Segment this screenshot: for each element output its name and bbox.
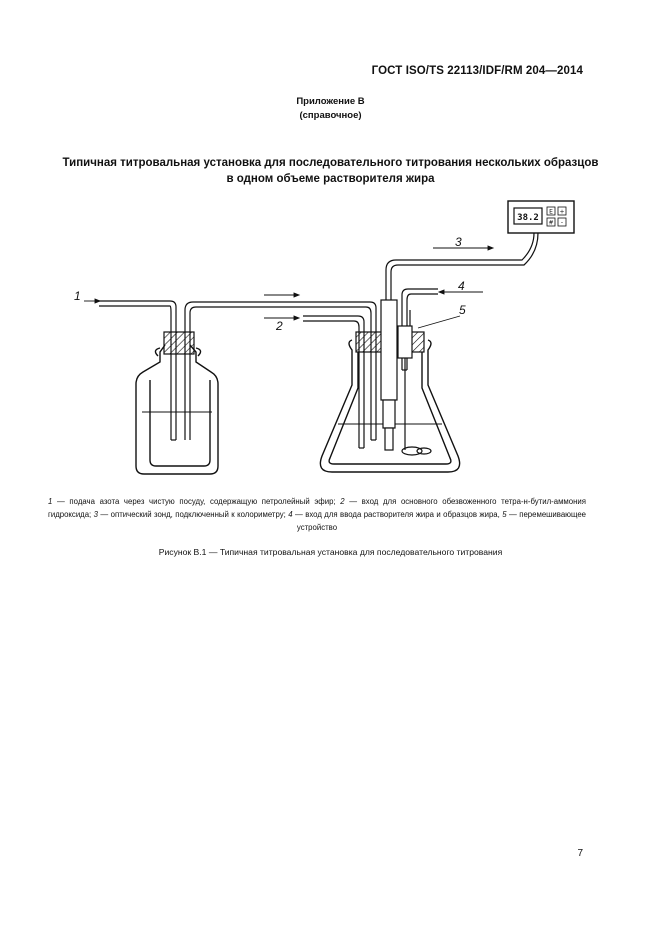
legend-num-4: 4 [288, 510, 293, 519]
figure-title-line2: в одном объеме растворителя жира [226, 173, 435, 185]
label-2: 2 [276, 319, 283, 333]
figure-title-line1: Типичная титровальная установка для последовательного титрования нескольких образцов [62, 157, 599, 169]
annex-subtitle: (справочное) [299, 110, 362, 121]
device-button-e: E [549, 208, 553, 216]
page-number: 7 [577, 848, 583, 859]
device-button-plus: + [559, 208, 565, 216]
legend-num-3: 3 [93, 510, 98, 519]
legend-text-5: — перемешивающее устройство [296, 510, 587, 532]
label-4: 4 [458, 279, 465, 293]
legend-num-2: 2 [340, 497, 345, 506]
wash-bottle [136, 345, 218, 474]
device-button-minus: - [560, 219, 564, 227]
annex-heading [0, 95, 661, 123]
titration-setup-diagram [0, 190, 661, 490]
annex-title: Приложение В [296, 96, 365, 107]
figure-title [40, 155, 621, 187]
nitrogen-tube [99, 301, 376, 440]
figure-caption: Рисунок В.1 — Типичная титровальная установка для последовательного титрования [158, 547, 503, 557]
standard-designation: ГОСТ ISO/TS 22113/IDF/RM 204—2014 [371, 65, 583, 77]
flow-arrows [84, 246, 493, 328]
legend-text-3: — оптический зонд, подключенный к колориметру; [98, 510, 289, 519]
legend-text-4: — вход для ввода растворителя жира и образцов жира, [292, 510, 503, 519]
label-1: 1 [74, 289, 81, 303]
figure-legend [48, 495, 586, 534]
label-5: 5 [459, 303, 466, 317]
label-3: 3 [455, 235, 462, 249]
legend-num-1: 1 [48, 497, 53, 506]
legend-text-1: — подача азота через чистую посуду, содержащую петролейный эфир; [52, 497, 341, 506]
colorimeter-device [508, 201, 574, 233]
legend-num-5: 5 [502, 510, 507, 519]
device-button-hash: # [548, 219, 554, 227]
device-display-value: 38.2 [517, 213, 539, 223]
legend-text-2: — вход для основного обезвоженного тетра-н-бутил-аммония гидроксида; [48, 497, 587, 519]
